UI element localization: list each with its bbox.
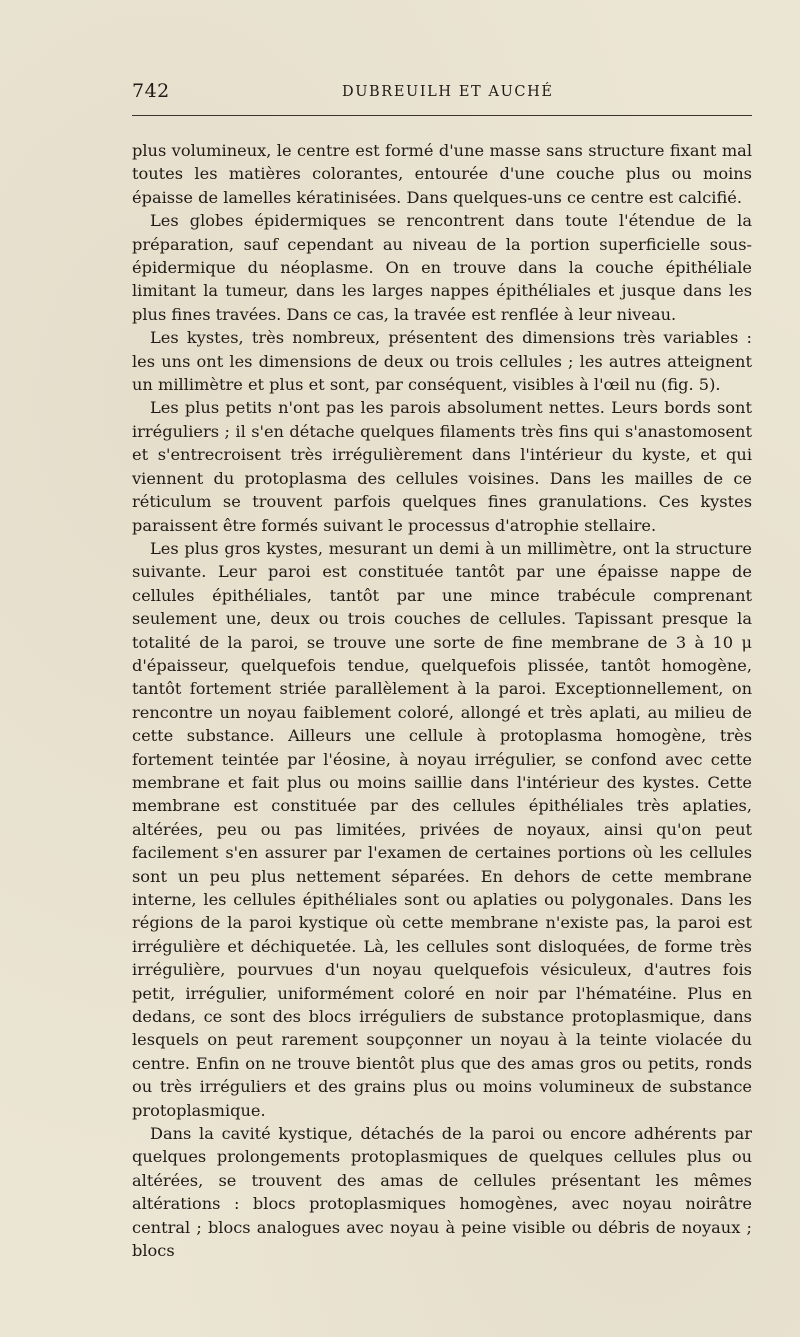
paragraph: Les kystes, très nombreux, présentent des dimensions très variables : les uns ont les dimensions de deux ou trois cellules ; les autres atteignent un millimètre et plus et sont, par conséquent, visibles à l'œil nu (fig. 5). bbox=[132, 328, 752, 395]
paragraph: Les globes épidermiques se rencontrent dans toute l'étendue de la préparation, sauf cependant au niveau de la portion superficielle sous-épidermique du néoplasme. On en trouve dans la couche épithéliale limitant la tumeur, dans les larges nappes épithéliales et jusque dans les plus fines travées. Dans ce cas, la travée est renflée à leur niveau. bbox=[132, 211, 752, 324]
paragraph: Les plus petits n'ont pas les parois absolument nettes. Leurs bords sont irréguliers ; il s'en détache quelques filaments très fins qui s'anastomosent et s'entrecroisent très irrégulièrement dans l'intérieur du kyste, et qui viennent du protoplasma des cellules voisines. Dans les mailles de ce réticulum se trouvent parfois quelques fines granulations. Ces kystes paraissent être formés suivant le processus d'atrophie stellaire. bbox=[132, 398, 752, 535]
body-text bbox=[132, 139, 752, 1263]
running-title: DUBREUILH ET AUCHÉ bbox=[342, 84, 554, 100]
page-number: 742 bbox=[132, 80, 170, 102]
paragraph: Les plus gros kystes, mesurant un demi à un millimètre, ont la structure suivante. Leur paroi est constituée tantôt par une épaisse nappe de cellules épithéliales, tantôt par une mince trabécule comprenant seulement une, deux ou trois couches de cellules. Tapissant presque la totalité de la paroi, se trouve une sorte de fine membrane de 3 à 10 μ d'épaisseur, quelquefois tendue, quelquefois plissée, tantôt homogène, tantôt fortement striée parallèlement à la paroi. Exceptionnellement, on rencontre un noyau faiblement coloré, allongé et très aplati, au milieu de cette substance. Ailleurs une cellule à protoplasma homogène, très fortement teintée par l'éosine, à noyau irrégulier, se confond avec cette membrane et fait plus ou moins saillie dans l'intérieur des kystes. Cette membrane est constituée par des cellules épithéliales très aplaties, altérées, peu ou pas limitées, privées de noyaux, ainsi qu'on peut facilement s'en assurer par l'examen de certaines portions où les cellules sont un peu plus nettement séparées. En dehors de cette membrane interne, les cellules épithéliales sont ou aplaties ou polygonales. Dans les régions de la paroi kystique où cette membrane n'existe pas, la paroi est irrégulière et déchiquetée. Là, les cellules sont disloquées, de forme très irrégulière, pourvues d'un noyau quelquefois vésiculeux, d'autres fois petit, irrégulier, uniformément coloré en noir par l'hématéine. Plus en dedans, ce sont des blocs irréguliers de substance protoplasmique, dans lesquels on peut rarement soupçonner un noyau à la teinte violacée du centre. Enfin on ne trouve bientôt plus que des amas gros ou petits, ronds ou très irréguliers et des grains plus ou moins volumineux de substance protoplasmique. bbox=[132, 538, 752, 1120]
paragraph: plus volumineux, le centre est formé d'une masse sans structure fixant mal toutes les matières colorantes, entourée d'une couche plus ou moins épaisse de lamelles kératinisées. Dans quelques-uns ce centre est calcifié. bbox=[132, 141, 752, 207]
running-head bbox=[132, 80, 752, 104]
paragraph: Dans la cavité kystique, détachés de la paroi ou encore adhérents par quelques prolongements protoplasmiques de quelques cellules plus ou altérées, se trouvent des amas de cellules présentant les mêmes altérations : blocs protoplasmiques homogènes, avec noyau noirâtre central ; blocs analogues avec noyau à peine visible ou débris de noyaux ; blocs bbox=[132, 1124, 752, 1261]
header-rule bbox=[132, 115, 752, 116]
